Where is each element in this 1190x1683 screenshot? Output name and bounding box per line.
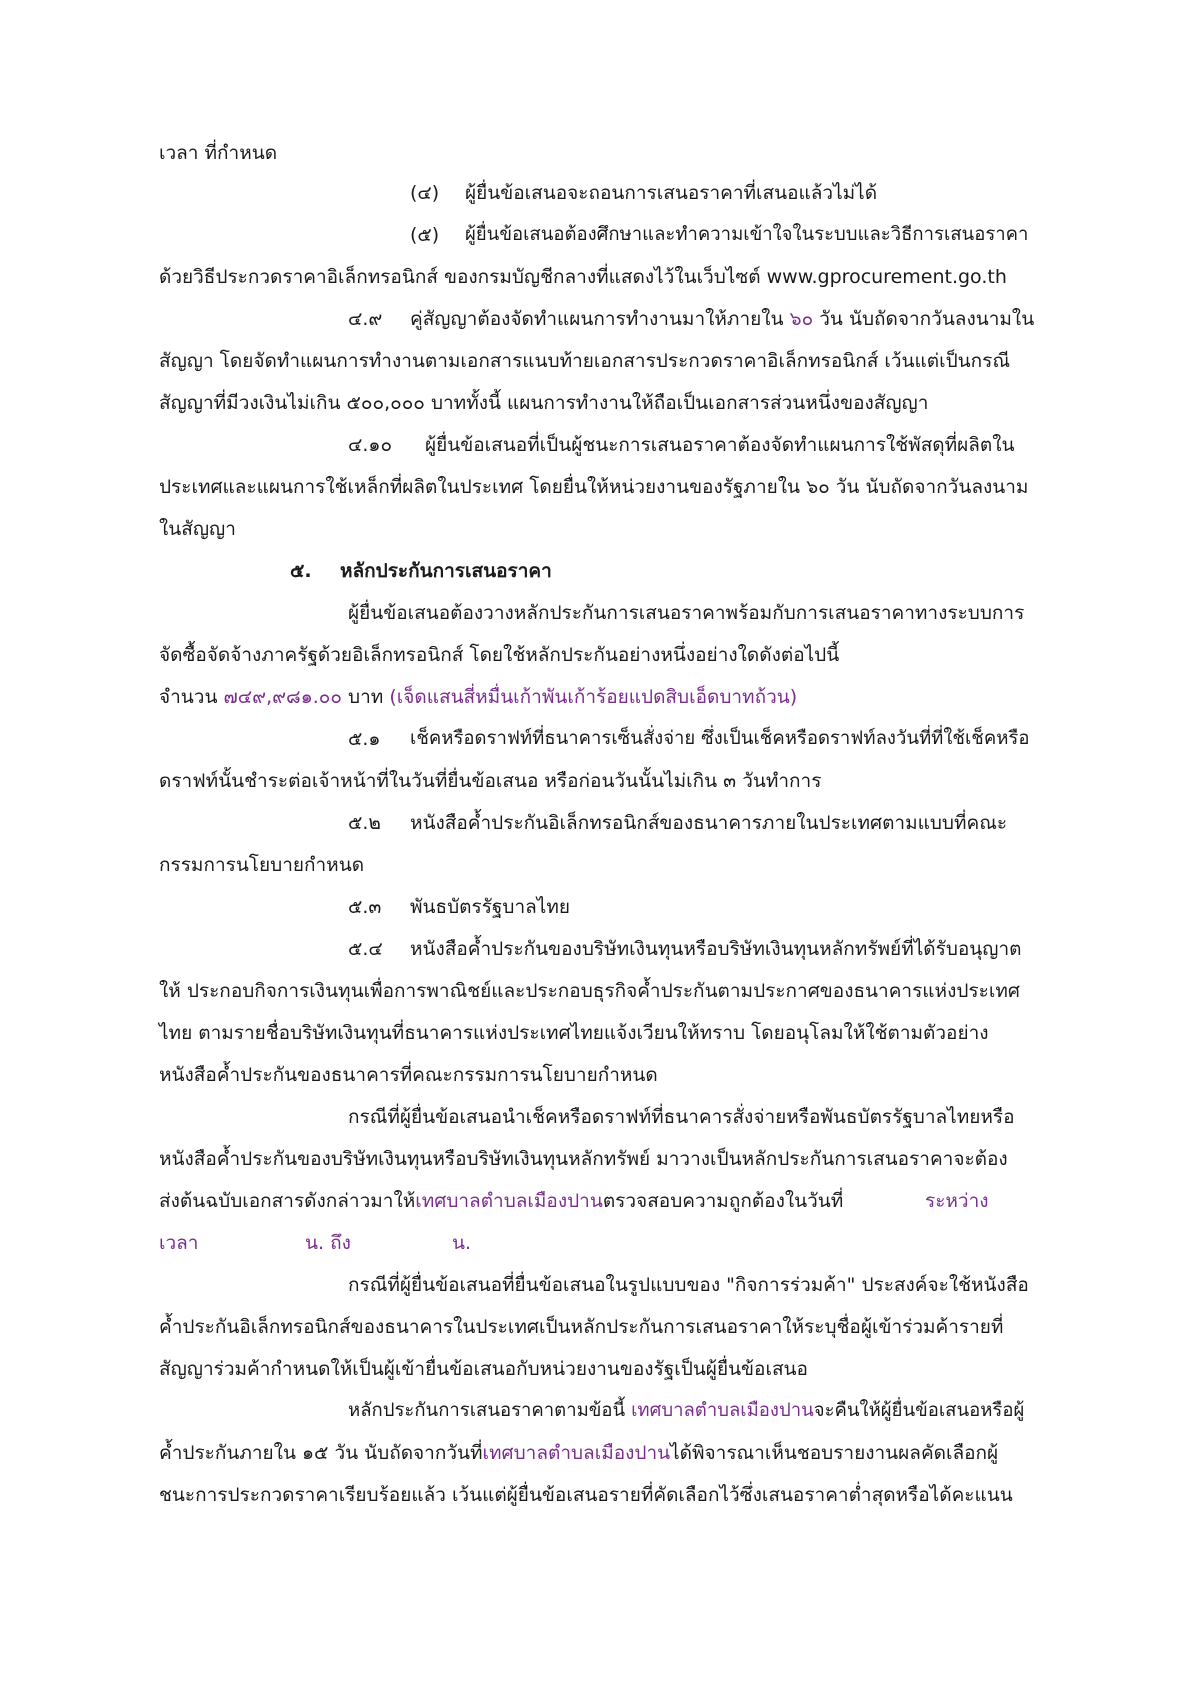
text-line: ผู้ยื่นข้อเสนอต้องวางหลักประกันการเสนอราคาพร้อมกับการเสนอราคาทางระบบการ: [348, 602, 1025, 624]
text-line: กรรมการนโยบายกำหนด: [159, 854, 365, 876]
item-5-number: (๕): [410, 224, 440, 246]
text-line: ในสัญญา: [159, 518, 236, 540]
item-4-number: (๔): [410, 182, 440, 204]
guarantee-amount: ๗๔๙,๙๘๑.๐๐: [223, 686, 342, 708]
clause-4-10-text: ผู้ยื่นข้อเสนอที่เป็นผู้ชนะการเสนอราคาต้องจัดทำแผนการใช้พัสดุที่ผลิตใน: [425, 434, 1015, 456]
clause-5-1-text: เช็คหรือดราฟท์ที่ธนาคารเซ็นสั่งจ่าย ซึ่งเป็นเช็คหรือดราฟท์ลงวันที่ที่ใช้เช็คหรือ: [410, 728, 1030, 749]
text-line: ส่งต้นฉบับเอกสารดังกล่าวมาให้เทศบาลตำบลเมืองปานตรวจสอบความถูกต้องในวันที่: [159, 1190, 844, 1212]
time-label: เวลา: [159, 1232, 199, 1254]
municipality-name: เทศบาลตำบลเมืองปาน: [631, 1400, 814, 1421]
clause-4-9-text: คู่สัญญาต้องจัดทำแผนการทำงานมาให้ภายใน ๖๐ วัน นับถัดจากวันลงนามใน: [410, 308, 1035, 330]
clause-5-3-number: ๕.๓: [348, 896, 382, 918]
section-5-title: หลักประกันการเสนอราคา: [340, 560, 552, 582]
text-line: เวลา ที่กำหนด: [159, 142, 278, 164]
clause-5-2-text: หนังสือค้ำประกันอิเล็กทรอนิกส์ของธนาคารภายในประเทศตามแบบที่คณะ: [410, 812, 1008, 834]
item-4-text: ผู้ยื่นข้อเสนอจะถอนการเสนอราคาที่เสนอแล้วไม่ได้: [465, 182, 878, 204]
clause-5-3-text: พันธบัตรรัฐบาลไทย: [410, 896, 570, 918]
clause-5-4-text: หนังสือค้ำประกันของบริษัทเงินทุนหรือบริษัทเงินทุนหลักทรัพย์ที่ได้รับอนุญาต: [410, 938, 1022, 960]
text-line: ให้ ประกอบกิจการเงินทุนเพื่อการพาณิชย์และประกอบธุรกิจค้ำประกันตามประกาศของธนาคารแห่งประเทศ: [159, 980, 1020, 1002]
clause-4-9-number: ๔.๙: [348, 308, 383, 330]
time-to-label: น.: [452, 1232, 472, 1254]
item-5-text: ผู้ยื่นข้อเสนอต้องศึกษาและทำความเข้าใจในระบบและวิธีการเสนอราคา: [465, 224, 1029, 245]
text-line: ค้ำประกันอิเล็กทรอนิกส์ของธนาคารในประเทศเป็นหลักประกันการเสนอราคาให้ระบุชื่อผู้เข้าร่วมค้ารายที่: [159, 1316, 1004, 1338]
clause-4-10-number: ๔.๑๐: [348, 434, 393, 456]
text-line: หนังสือค้ำประกันของธนาคารที่คณะกรรมการนโยบายกำหนด: [159, 1064, 658, 1086]
text-line: กรณีที่ผู้ยื่นข้อเสนอนำเช็คหรือดราฟท์ที่ธนาคารสั่งจ่ายหรือพันธบัตรรัฐบาลไทยหรือ: [348, 1106, 1015, 1128]
text-line: จัดซื้อจัดจ้างภาครัฐด้วยอิเล็กทรอนิกส์ โดยใช้หลักประกันอย่างหนึ่งอย่างใดดังต่อไปนี้: [159, 644, 840, 666]
highlight-between: ระหว่าง: [925, 1190, 989, 1212]
time-from-label: น. ถึง: [305, 1232, 351, 1254]
municipality-name: เทศบาลตำบลเมืองปาน: [415, 1190, 603, 1212]
text-line: สัญญา โดยจัดทำแผนการทำงานตามเอกสารแนบท้ายเอกสารประกวดราคาอิเล็กทรอนิกส์ เว้นแต่เป็นกรณี: [159, 350, 1010, 372]
clause-5-2-number: ๕.๒: [348, 812, 381, 834]
text-line: ค้ำประกันภายใน ๑๕ วัน นับถัดจากวันที่เทศบาลตำบลเมืองปานได้พิจารณาเห็นชอบรายงานผลคัดเลือกผู้: [159, 1442, 999, 1464]
text-line: กรณีที่ผู้ยื่นข้อเสนอที่ยื่นข้อเสนอในรูปแบบของ "กิจการร่วมค้า" ประสงค์จะใช้หนังสือ: [348, 1274, 1029, 1296]
text-line: ชนะการประกวดราคาเรียบร้อยแล้ว เว้นแต่ผู้ยื่นข้อเสนอรายที่คัดเลือกไว้ซึ่งเสนอราคาต่ำสุดหรือได้คะแนน: [159, 1484, 1013, 1506]
guarantee-amount-line: จำนวน ๗๔๙,๙๘๑.๐๐ บาท (เจ็ดแสนสี่หมื่นเก้าพันเก้าร้อยแปดสิบเอ็ดบาทถ้วน): [159, 686, 798, 708]
text-line: ด้วยวิธีประกวดราคาอิเล็กทรอนิกส์ ของกรมบัญชีกลางที่แสดงไว้ในเว็บไซต์ www.gprocurement.go.th: [159, 266, 1007, 288]
municipality-name: เทศบาลตำบลเมืองปาน: [482, 1442, 671, 1464]
text-line: ไทย ตามรายชื่อบริษัทเงินทุนที่ธนาคารแห่งประเทศไทยแจ้งเวียนให้ทราบ โดยอนุโลมให้ใช้ตามตัวอย่าง: [159, 1022, 989, 1044]
clause-5-4-number: ๕.๔: [348, 938, 383, 960]
text-line: ดราฟท์นั้นชำระต่อเจ้าหน้าที่ในวันที่ยื่นข้อเสนอ หรือก่อนวันนั้นไม่เกิน ๓ วันทำการ: [159, 770, 822, 792]
text-line: ประเทศและแผนการใช้เหล็กที่ผลิตในประเทศ โดยยื่นให้หน่วยงานของรัฐภายใน ๖๐ วัน นับถัดจากวันลงนาม: [159, 476, 1029, 498]
text-line: หนังสือค้ำประกันของบริษัทเงินทุนหรือบริษัทเงินทุนหลักทรัพย์ มาวางเป็นหลักประกันการเสนอราคาจะต้อง: [159, 1148, 1008, 1170]
text-line: หลักประกันการเสนอราคาตามข้อนี้ เทศบาลตำบลเมืองปานจะคืนให้ผู้ยื่นข้อเสนอหรือผู้: [348, 1400, 1025, 1421]
guarantee-amount-words: (เจ็ดแสนสี่หมื่นเก้าพันเก้าร้อยแปดสิบเอ็ดบาทถ้วน): [389, 686, 798, 708]
section-5-number: ๕.: [290, 560, 312, 582]
text-line: สัญญาที่มีวงเงินไม่เกิน ๕๐๐,๐๐๐ บาททั้งนี้ แผนการทำงานให้ถือเป็นเอกสารส่วนหนึ่งของสัญญา: [159, 392, 929, 414]
text-line: สัญญาร่วมค้ากำหนดให้เป็นผู้เข้ายื่นข้อเสนอกับหน่วยงานของรัฐเป็นผู้ยื่นข้อเสนอ: [159, 1358, 808, 1380]
clause-5-1-number: ๕.๑: [348, 728, 381, 750]
highlight-days: ๖๐: [789, 308, 814, 330]
